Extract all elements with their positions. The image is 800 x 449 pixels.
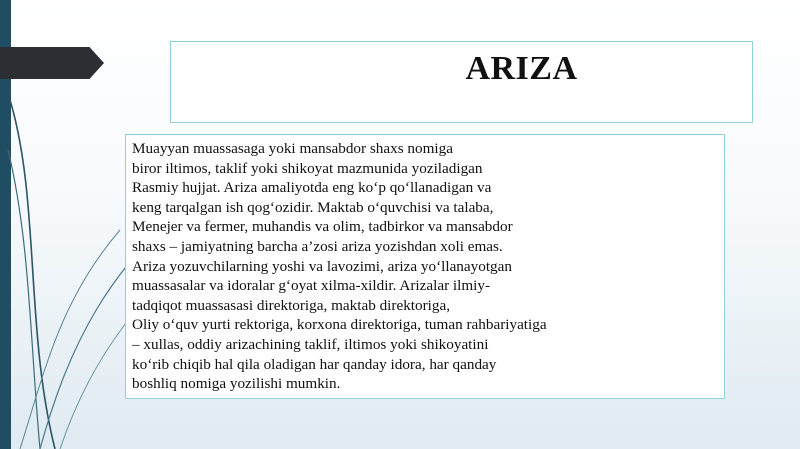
body-line: biror iltimos, taklif yoki shikoyat mazmunida yoziladigan [132,159,483,177]
body-line: Ariza yozuvchilarning yoshi va lavozimi, ariza yo‘llanayotgan [132,257,512,275]
body-text-box [125,134,725,399]
body-line: Menejer va fermer, muhandis va olim, tadbirkor va mansabdor [132,218,513,236]
body-line: boshliq nomiga yozilishi mumkin. [132,375,341,393]
body-line: keng tarqalgan ish qog‘ozidir. Maktab o‘quvchisi va talaba, [132,198,494,216]
slide-title: ARIZA [465,50,578,87]
body-line: muassasalar va idoralar g‘oyat xilma-xildir. Arizalar ilmiy- [132,277,491,295]
body-line: – xullas, oddiy arizachining taklif, iltimos yoki shikoyatini [132,335,489,353]
body-line: Oliy o‘quv yurti rektoriga, korxona direktoriga, tuman rahbariyatiga [132,316,547,334]
body-line: ko‘rib chiqib hal qila oladigan har qanday idora, har qanday [132,355,497,373]
body-line: Muayyan muassasaga yoki mansabdor shaxs nomiga [132,140,453,157]
body-line: tadqiqot muassasasi direktoriga, maktab direktoriga, [132,296,451,314]
arrow-tab-decoration [0,47,104,79]
title-box [170,41,753,123]
body-line: shaxs – jamiyatning barcha a’zosi ariza yozishdan xoli emas. [132,237,503,255]
body-line: Rasmiy hujjat. Ariza amaliyotda eng ko‘p qo‘llanadigan va [132,179,492,197]
